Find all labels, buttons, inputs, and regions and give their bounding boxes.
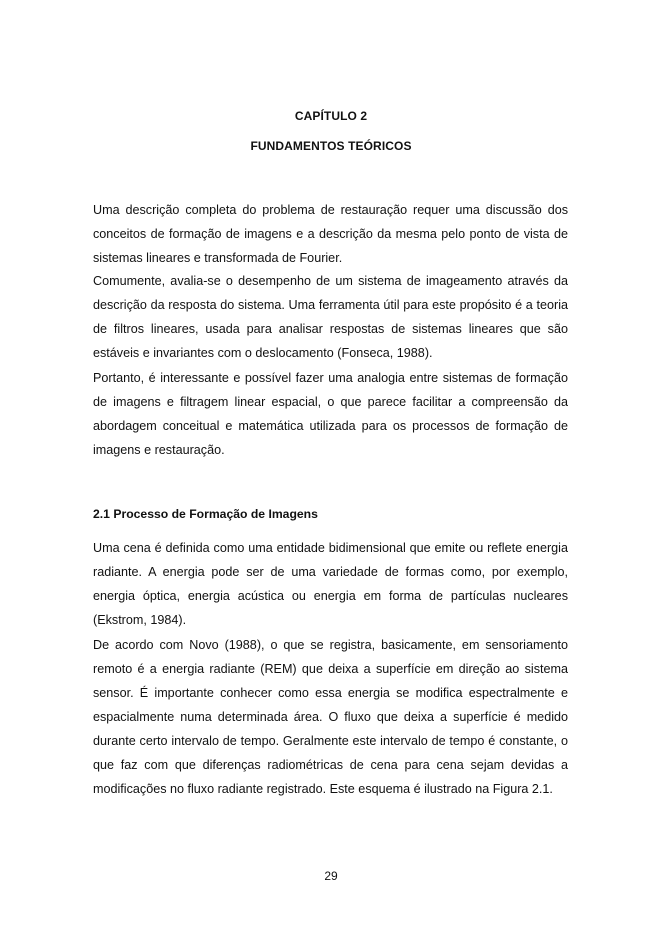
chapter-number: CAPÍTULO 2	[294, 109, 368, 123]
section-paragraph: Uma cena é definida como uma entidade bidimensional que emite ou reflete energia radiante. A energia pode ser de uma variedade de formas como, por exemplo, energia óptica, energia acústica ou energia em forma de partículas nucleares (Ekstrom, 1984).	[93, 541, 568, 627]
section-heading: 2.1 Processo de Formação de Imagens	[93, 507, 318, 521]
section-paragraph: De acordo com Novo (1988), o que se registra, basicamente, em sensoriamento remoto é a energia radiante (REM) que deixa a superfície em direção ao sistema sensor. É importante conhecer como essa energia se modifica espectralmente e espacialmente numa determinada área. O fluxo que deixa a superfície é medido durante certo intervalo de tempo. Geralmente este intervalo de tempo é constante, o que faz com que diferenças radiométricas de cena para cena sejam devidas a modificações no fluxo radiante registrado. Este esquema é ilustrado na Figura 2.1.	[93, 638, 568, 796]
intro-paragraph: Comumente, avalia-se o desempenho de um sistema de imageamento através da descrição da resposta do sistema. Uma ferramenta útil para este propósito é a teoria de filtros lineares, usada para analisar respostas de sistemas lineares que são estáveis e invariantes com o deslocamento (Fonseca, 1988).	[93, 274, 568, 360]
chapter-title: FUNDAMENTOS TEÓRICOS	[250, 139, 412, 153]
intro-paragraph: Portanto, é interessante e possível fazer uma analogia entre sistemas de formação de imagens e filtragem linear espacial, o que parece facilitar a compreensão da abordagem conceitual e matemática utilizada para os processos de formação de imagens e restauração.	[93, 371, 568, 457]
intro-paragraph: Uma descrição completa do problema de restauração requer uma discussão dos conceitos de formação de imagens e a descrição da mesma pelo ponto de vista de sistemas lineares e transformada de Fourier.	[93, 203, 568, 265]
page-number: 29	[324, 869, 338, 883]
